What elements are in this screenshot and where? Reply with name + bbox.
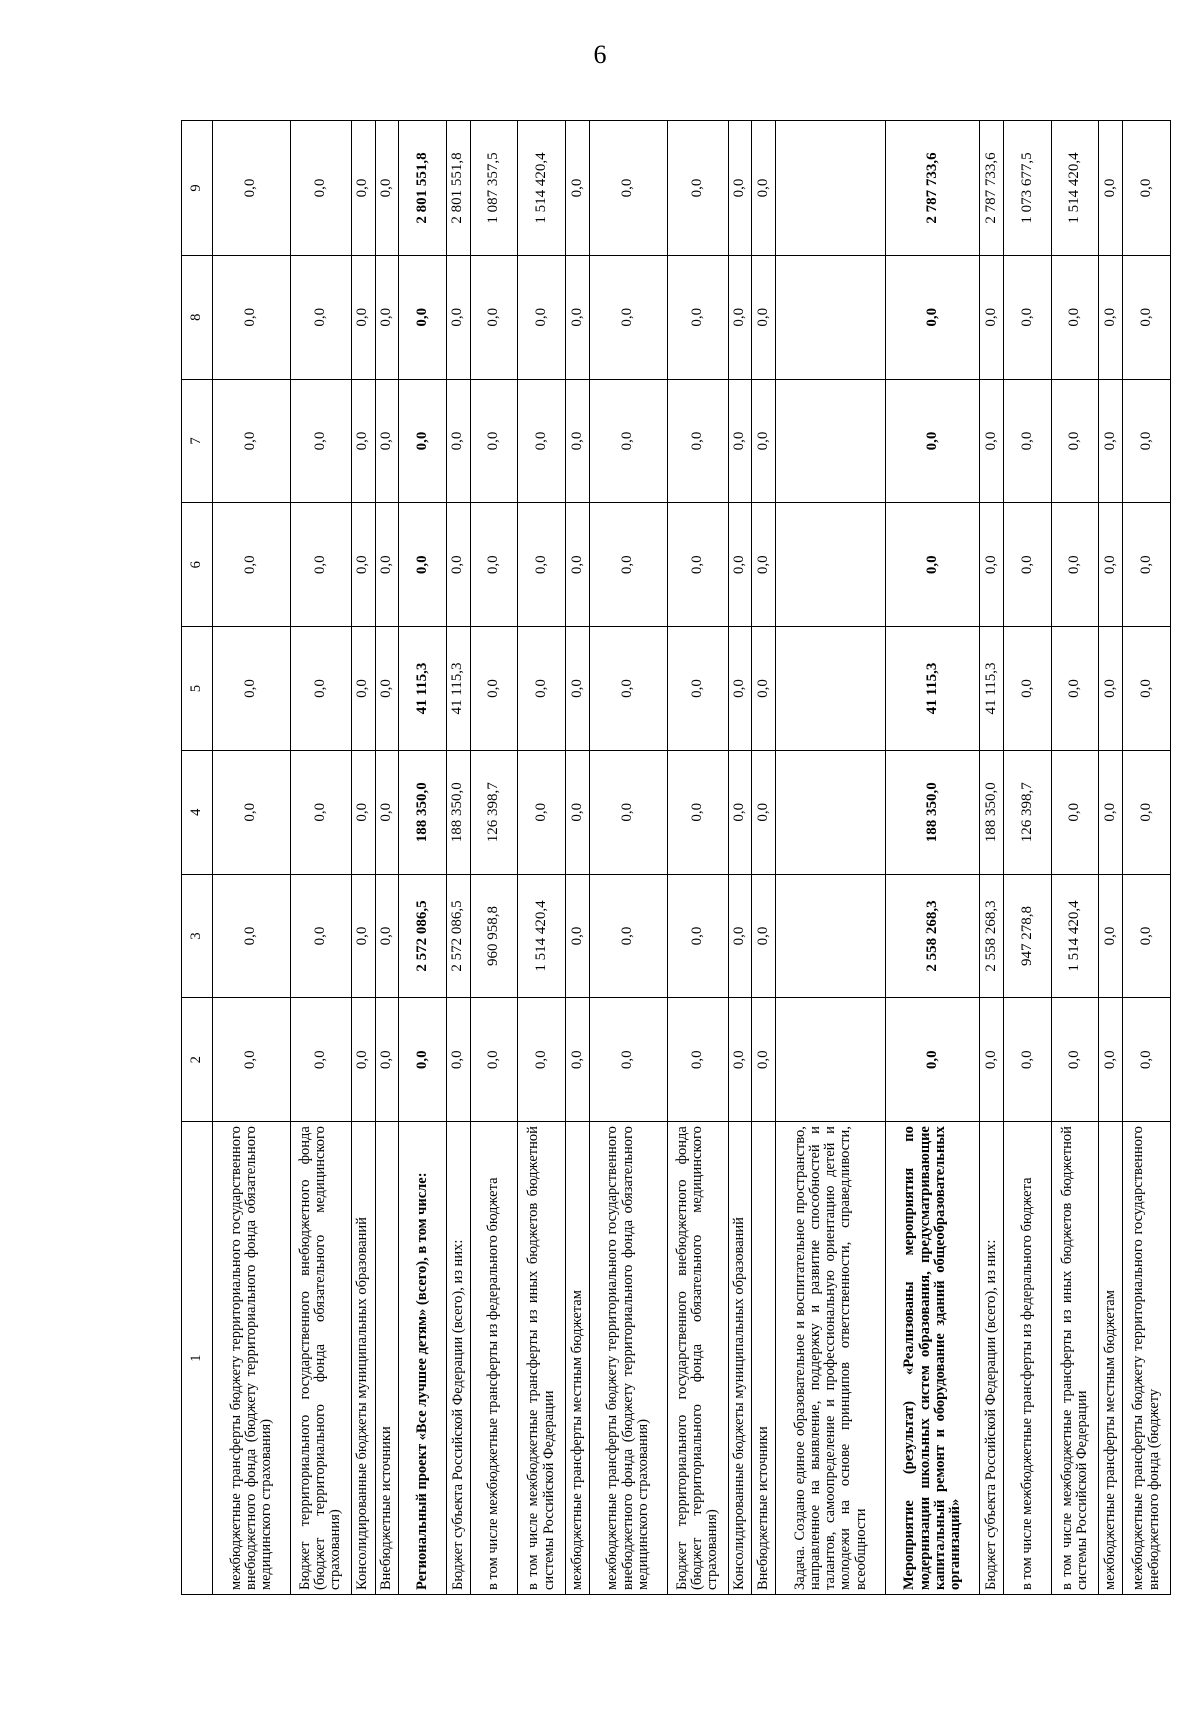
row-value-col-9: 0,0	[667, 121, 728, 256]
row-value-col-7: 0,0	[1123, 379, 1171, 503]
row-value-col-3: 947 278,8	[1004, 874, 1052, 998]
row-value-col-4: 126 398,7	[1004, 750, 1052, 874]
column-header: 2	[182, 998, 213, 1122]
row-value-col-5: 0,0	[1004, 627, 1052, 751]
row-value-col-9: 0,0	[351, 121, 375, 256]
row-value-col-8: 0,0	[518, 255, 566, 379]
row-value-col-2: 0,0	[752, 998, 776, 1122]
row-value-col-6: 0,0	[446, 503, 470, 627]
row-value-col-7: 0,0	[470, 379, 518, 503]
row-value-col-4: 0,0	[752, 750, 776, 874]
row-value-col-9: 0,0	[566, 121, 590, 256]
row-value-col-6	[776, 503, 886, 627]
row-label: межбюджетные трансферты бюджету территориального государственного внебюджетного фонда (бюджету территориального фонда обязательного медицинского страхования)	[589, 1122, 667, 1595]
row-value-col-8: 0,0	[886, 255, 980, 379]
row-value-col-2: 0,0	[886, 998, 980, 1122]
row-value-col-8: 0,0	[399, 255, 447, 379]
row-value-col-9: 0,0	[728, 121, 752, 256]
row-value-col-3: 2 558 268,3	[980, 874, 1004, 998]
budget-table	[181, 120, 1171, 1595]
row-value-col-6: 0,0	[728, 503, 752, 627]
row-value-col-9: 2 787 733,6	[980, 121, 1004, 256]
row-value-col-8: 0,0	[351, 255, 375, 379]
row-value-col-9	[776, 121, 886, 256]
row-value-col-4: 0,0	[1099, 750, 1123, 874]
row-value-col-3: 0,0	[351, 874, 375, 998]
column-header: 7	[182, 379, 213, 503]
row-label: межбюджетные трансферты бюджету территориального государственного внебюджетного фонда (бюджету	[1123, 1122, 1171, 1595]
row-value-col-3: 1 514 420,4	[518, 874, 566, 998]
row-value-col-7: 0,0	[446, 379, 470, 503]
table-row	[470, 121, 518, 1595]
table-row	[566, 121, 590, 1595]
row-value-col-2: 0,0	[399, 998, 447, 1122]
row-value-col-9: 1 514 420,4	[518, 121, 566, 256]
row-value-col-8: 0,0	[446, 255, 470, 379]
row-value-col-3: 0,0	[213, 874, 291, 998]
row-value-col-4: 188 350,0	[980, 750, 1004, 874]
row-value-col-2: 0,0	[728, 998, 752, 1122]
row-value-col-8: 0,0	[1051, 255, 1099, 379]
row-value-col-9: 0,0	[375, 121, 399, 256]
row-value-col-8: 0,0	[589, 255, 667, 379]
row-value-col-2: 0,0	[1004, 998, 1052, 1122]
row-value-col-3: 0,0	[1099, 874, 1123, 998]
row-value-col-3: 0,0	[667, 874, 728, 998]
row-value-col-4: 0,0	[566, 750, 590, 874]
row-value-col-7: 0,0	[667, 379, 728, 503]
row-label: Бюджет территориального государственного внебюджетного фонда (бюджет территориального фонда обязательного медицинского страхования)	[290, 1122, 351, 1595]
row-value-col-9: 0,0	[290, 121, 351, 256]
column-header: 5	[182, 627, 213, 751]
row-value-col-4: 0,0	[375, 750, 399, 874]
table-row	[1099, 121, 1123, 1595]
row-value-col-9: 1 087 357,5	[470, 121, 518, 256]
row-value-col-2: 0,0	[1051, 998, 1099, 1122]
row-value-col-7: 0,0	[980, 379, 1004, 503]
row-value-col-2: 0,0	[1123, 998, 1171, 1122]
column-header: 4	[182, 750, 213, 874]
table-row	[290, 121, 351, 1595]
row-label: межбюджетные трансферты бюджету территориального государственного внебюджетного фонда (бюджету территориального фонда обязательного медицинского страхования)	[213, 1122, 291, 1595]
row-value-col-3: 0,0	[566, 874, 590, 998]
row-value-col-4: 0,0	[290, 750, 351, 874]
row-value-col-5: 41 115,3	[446, 627, 470, 751]
row-label: Бюджет субъекта Российской Федерации (всего), из них:	[980, 1122, 1004, 1595]
table-row	[728, 121, 752, 1595]
row-value-col-6: 0,0	[351, 503, 375, 627]
row-value-col-8	[776, 255, 886, 379]
row-label: Внебюджетные источники	[752, 1122, 776, 1595]
row-value-col-5: 0,0	[213, 627, 291, 751]
row-value-col-9: 2 801 551,8	[446, 121, 470, 256]
row-value-col-7: 0,0	[752, 379, 776, 503]
row-value-col-9: 2 801 551,8	[399, 121, 447, 256]
row-value-col-3: 1 514 420,4	[1051, 874, 1099, 998]
row-value-col-8: 0,0	[1099, 255, 1123, 379]
row-value-col-5: 0,0	[1123, 627, 1171, 751]
row-label: Задача. Создано единое образовательное и воспитательное пространство, направленное на выявление, поддержку и развитие способностей и талантов, самоопределение и профессиональную ориентацию детей и молодежи на основе принципов ответственности, справедливости, всеобщности	[776, 1122, 886, 1595]
table-row	[980, 121, 1004, 1595]
row-value-col-6: 0,0	[752, 503, 776, 627]
page-number: 6	[593, 40, 607, 69]
table-row	[752, 121, 776, 1595]
row-value-col-7: 0,0	[1051, 379, 1099, 503]
row-value-col-6: 0,0	[1123, 503, 1171, 627]
row-value-col-3: 0,0	[1123, 874, 1171, 998]
row-value-col-2: 0,0	[213, 998, 291, 1122]
row-label: Бюджет территориального государственного внебюджетного фонда (бюджет территориального фонда обязательного медицинского страхования)	[667, 1122, 728, 1595]
row-value-col-9: 1 514 420,4	[1051, 121, 1099, 256]
row-value-col-4: 188 350,0	[399, 750, 447, 874]
row-value-col-3	[776, 874, 886, 998]
row-value-col-4: 0,0	[667, 750, 728, 874]
row-value-col-5: 41 115,3	[980, 627, 1004, 751]
row-value-col-5: 0,0	[566, 627, 590, 751]
row-value-col-8: 0,0	[1004, 255, 1052, 379]
table-row	[776, 121, 886, 1595]
row-label: Региональный проект «Все лучшее детям» (всего), в том числе:	[399, 1122, 447, 1595]
row-value-col-4: 0,0	[213, 750, 291, 874]
row-value-col-5	[776, 627, 886, 751]
table-row	[1051, 121, 1099, 1595]
row-value-col-5: 0,0	[752, 627, 776, 751]
table-row	[446, 121, 470, 1595]
row-value-col-9: 0,0	[1099, 121, 1123, 256]
row-value-col-5: 0,0	[667, 627, 728, 751]
row-value-col-2: 0,0	[375, 998, 399, 1122]
row-value-col-6: 0,0	[886, 503, 980, 627]
row-value-col-5: 41 115,3	[399, 627, 447, 751]
table-row	[351, 121, 375, 1595]
row-value-col-4: 188 350,0	[446, 750, 470, 874]
row-label: в том числе межбюджетные трансферты из федерального бюджета	[1004, 1122, 1052, 1595]
row-value-col-7: 0,0	[351, 379, 375, 503]
row-value-col-9: 2 787 733,6	[886, 121, 980, 256]
row-value-col-8: 0,0	[375, 255, 399, 379]
column-header: 1	[182, 1122, 213, 1595]
row-value-col-8: 0,0	[290, 255, 351, 379]
row-value-col-6: 0,0	[566, 503, 590, 627]
row-value-col-4: 126 398,7	[470, 750, 518, 874]
row-value-col-8: 0,0	[728, 255, 752, 379]
row-value-col-2: 0,0	[667, 998, 728, 1122]
row-value-col-4: 0,0	[589, 750, 667, 874]
row-value-col-6: 0,0	[980, 503, 1004, 627]
row-value-col-4: 0,0	[518, 750, 566, 874]
row-value-col-9: 0,0	[213, 121, 291, 256]
row-value-col-6: 0,0	[1099, 503, 1123, 627]
row-value-col-3: 0,0	[752, 874, 776, 998]
row-label: Бюджет субъекта Российской Федерации (всего), из них:	[446, 1122, 470, 1595]
row-value-col-3: 0,0	[728, 874, 752, 998]
row-value-col-9: 0,0	[752, 121, 776, 256]
row-value-col-9: 0,0	[1123, 121, 1171, 256]
row-label: в том числе межбюджетные трансферты из иных бюджетов бюджетной системы Российской Федерации	[518, 1122, 566, 1595]
row-value-col-3: 2 572 086,5	[399, 874, 447, 998]
row-value-col-7	[776, 379, 886, 503]
column-header: 8	[182, 255, 213, 379]
row-value-col-6: 0,0	[375, 503, 399, 627]
row-value-col-7: 0,0	[1004, 379, 1052, 503]
row-value-col-5: 0,0	[728, 627, 752, 751]
row-value-col-2: 0,0	[446, 998, 470, 1122]
column-header: 3	[182, 874, 213, 998]
row-value-col-5: 0,0	[470, 627, 518, 751]
table-body	[213, 121, 1171, 1595]
row-value-col-9: 1 073 677,5	[1004, 121, 1052, 256]
row-value-col-4: 0,0	[728, 750, 752, 874]
row-label: Консолидированные бюджеты муниципальных образований	[351, 1122, 375, 1595]
row-value-col-8: 0,0	[566, 255, 590, 379]
row-value-col-2: 0,0	[566, 998, 590, 1122]
table-row	[667, 121, 728, 1595]
row-value-col-8: 0,0	[752, 255, 776, 379]
row-label: в том числе межбюджетные трансферты из федерального бюджета	[470, 1122, 518, 1595]
row-value-col-6: 0,0	[290, 503, 351, 627]
row-value-col-5: 0,0	[589, 627, 667, 751]
row-value-col-7: 0,0	[399, 379, 447, 503]
row-value-col-3: 2 572 086,5	[446, 874, 470, 998]
row-value-col-6: 0,0	[470, 503, 518, 627]
row-value-col-7: 0,0	[589, 379, 667, 503]
row-value-col-8: 0,0	[470, 255, 518, 379]
row-value-col-7: 0,0	[728, 379, 752, 503]
row-value-col-4: 0,0	[1051, 750, 1099, 874]
row-value-col-6: 0,0	[399, 503, 447, 627]
table-row	[1004, 121, 1052, 1595]
row-value-col-3: 960 958,8	[470, 874, 518, 998]
row-value-col-2: 0,0	[351, 998, 375, 1122]
column-header: 9	[182, 121, 213, 256]
row-value-col-6: 0,0	[589, 503, 667, 627]
table-row	[375, 121, 399, 1595]
row-value-col-5: 41 115,3	[886, 627, 980, 751]
row-value-col-5: 0,0	[518, 627, 566, 751]
table-row	[1123, 121, 1171, 1595]
column-header: 6	[182, 503, 213, 627]
row-value-col-2: 0,0	[1099, 998, 1123, 1122]
row-value-col-3: 2 558 268,3	[886, 874, 980, 998]
row-value-col-3: 0,0	[375, 874, 399, 998]
row-value-col-7: 0,0	[213, 379, 291, 503]
row-value-col-8: 0,0	[980, 255, 1004, 379]
row-value-col-4: 188 350,0	[886, 750, 980, 874]
row-value-col-4: 0,0	[351, 750, 375, 874]
row-label: Внебюджетные источники	[375, 1122, 399, 1595]
row-value-col-9: 0,0	[589, 121, 667, 256]
row-value-col-5: 0,0	[351, 627, 375, 751]
row-value-col-6: 0,0	[1051, 503, 1099, 627]
row-value-col-7: 0,0	[566, 379, 590, 503]
row-label: межбюджетные трансферты местным бюджетам	[1099, 1122, 1123, 1595]
row-value-col-7: 0,0	[518, 379, 566, 503]
table-row	[213, 121, 291, 1595]
row-value-col-8: 0,0	[667, 255, 728, 379]
table-row	[518, 121, 566, 1595]
row-value-col-2	[776, 998, 886, 1122]
row-value-col-7: 0,0	[375, 379, 399, 503]
row-value-col-6: 0,0	[213, 503, 291, 627]
row-value-col-4	[776, 750, 886, 874]
row-value-col-2: 0,0	[290, 998, 351, 1122]
row-value-col-2: 0,0	[980, 998, 1004, 1122]
row-value-col-8: 0,0	[213, 255, 291, 379]
table-row	[589, 121, 667, 1595]
row-value-col-5: 0,0	[1051, 627, 1099, 751]
row-label: в том числе межбюджетные трансферты из иных бюджетов бюджетной системы Российской Федерации	[1051, 1122, 1099, 1595]
row-value-col-7: 0,0	[1099, 379, 1123, 503]
row-value-col-2: 0,0	[470, 998, 518, 1122]
row-value-col-6: 0,0	[667, 503, 728, 627]
row-value-col-2: 0,0	[589, 998, 667, 1122]
row-value-col-5: 0,0	[1099, 627, 1123, 751]
row-value-col-4: 0,0	[1123, 750, 1171, 874]
row-value-col-7: 0,0	[886, 379, 980, 503]
row-value-col-7: 0,0	[290, 379, 351, 503]
row-value-col-3: 0,0	[290, 874, 351, 998]
row-value-col-3: 0,0	[589, 874, 667, 998]
row-value-col-5: 0,0	[375, 627, 399, 751]
table-header-row	[182, 121, 213, 1595]
table-row	[399, 121, 447, 1595]
row-value-col-5: 0,0	[290, 627, 351, 751]
row-label: Консолидированные бюджеты муниципальных образований	[728, 1122, 752, 1595]
row-label: межбюджетные трансферты местным бюджетам	[566, 1122, 590, 1595]
table-row	[886, 121, 980, 1595]
row-value-col-8: 0,0	[1123, 255, 1171, 379]
row-value-col-6: 0,0	[1004, 503, 1052, 627]
row-label: Мероприятие (результат) «Реализованы мероприятия по модернизации школьных систем образования, предусматривающие капитальный ремонт и оборудование зданий общеобразовательных организаций»	[886, 1122, 980, 1595]
row-value-col-6: 0,0	[518, 503, 566, 627]
row-value-col-2: 0,0	[518, 998, 566, 1122]
